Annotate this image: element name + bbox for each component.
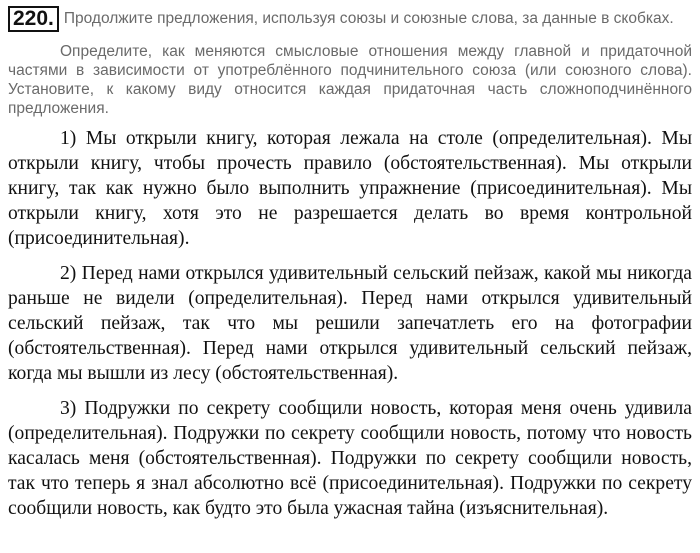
exercise-task: Определите, как меняются смысловые отношения между главной и придаточной частями в зависимости от употреблённого подчинительного союза (или союзного слова). Установите, к какому виду относится каждая придаточная часть сложноподчинённого предложения. (8, 43, 692, 117)
exercise-instruction: Продолжите предложения, используя союзы и союзные слова, за данные в скобках. (63, 10, 674, 27)
exercise-page (8, 4, 692, 521)
exercise-header (8, 6, 692, 32)
answer-paragraph-1: 1) Мы открыли книгу, которая лежала на столе (определительная). Мы открыли книгу, чтобы прочесть правило (обстоятельственная). Мы открыли книгу, так как нужно было выполнить упражнение (присоединительная). Мы открыли книгу, хотя это не разрешается делать во время контрольной (присоединительная). (8, 128, 692, 249)
answer-paragraph-3: 3) Подружки по секрету сообщили новость, которая меня очень удивила (определительная). Подружки по секрету сообщили новость, потому что новость касалась меня (обстоятельственная). Подружки по секрету сообщили новость, так что теперь я знал абсолютно всё (присоединительная). Подружки по секрету сообщили новость, как будто это была ужасная тайна (изъяснительная). (8, 398, 692, 519)
exercise-number: 220. (8, 6, 59, 32)
answer-paragraph-2: 2) Перед нами открылся удивительный сельский пейзаж, какой мы никогда раньше не видели (определительная). Перед нами открылся удивительный сельский пейзаж, так что мы решили запечатлеть его на фотографии (обстоятельственная). Перед нами открылся удивительный сельский пейзаж, когда мы вышли из лесу (обстоятельственная). (8, 263, 692, 384)
